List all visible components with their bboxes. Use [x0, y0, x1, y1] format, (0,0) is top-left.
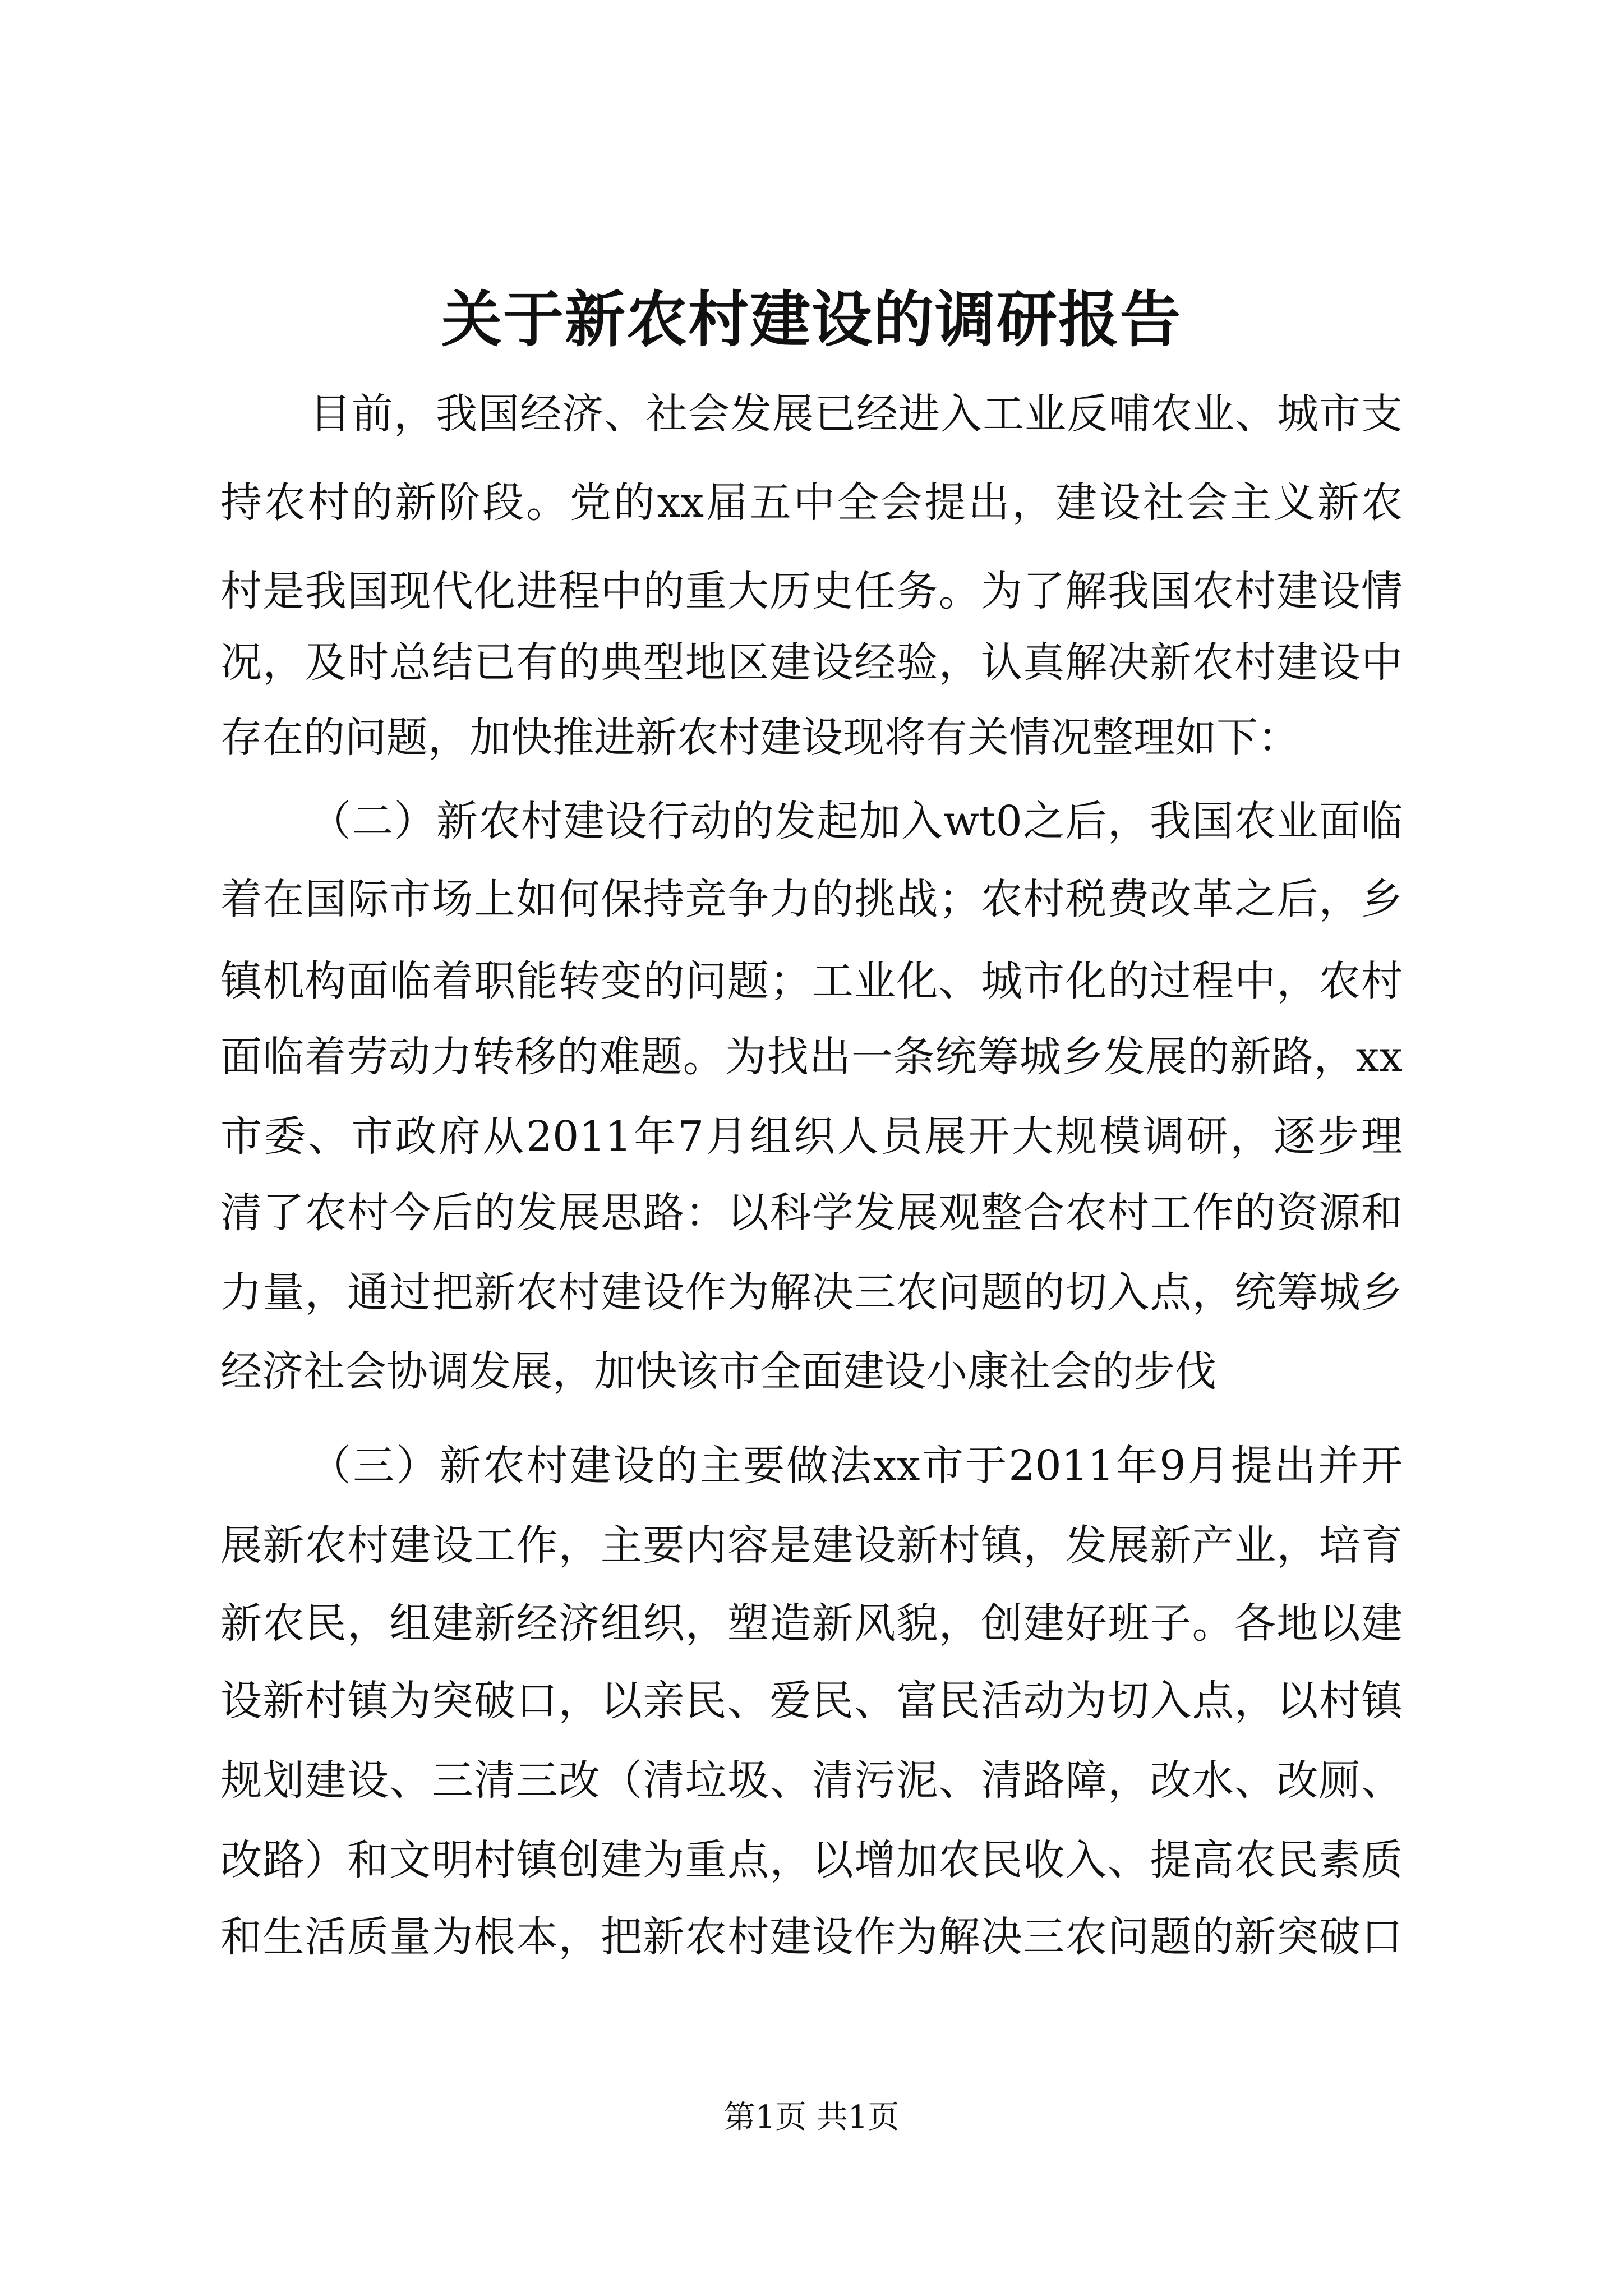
document-page: 关于新农村建设的调研报告 目前，我国经济、社会发展已经进入工业反哺农业、城市支 持农村的新阶段。党的xx届五中全会提出，建设社会主义新农 村是我国现代化进程中的重大历史任务。为了解我国农村建设情 况，及时总结已有的典型地区建设经验，认真解决新农村建设中 存在的问题，加快推进新农村建设现将有关情况整理如下： （二）新农村建设行动的发起加入wt0之后，我国农业面临 着在国际市场上如何保持竞争力的挑战；农村税费改革之后，乡 镇机构面临着职能转变的问题；工业化、城市化的过程中，农村 面临着劳动力转移的难题。为找出一条统筹城乡发展的新路，xx 市委、市政府从2011年7月组织人员展开大规模调研，逐步理 清了农村今后的发展思路：以科学发展观整合农村工作的资源和 力量，通过把新农村建设作为解决三农问题的切入点，统筹城乡 经济社会协调发展，加快该市全面建设小康社会的步伐 （三）新农村建设的主要做法xx市于2011年9月提出并开 展新农村建设工作，主要内容是建设新村镇，发展新产业，培育 新农民，组建新经济组织，塑造新风貌，创建好班子。各地以建 设新村镇为突破口，以亲民、爱民、富民活动为切入点，以村镇 规划建设、三清三改（清垃圾、清污泥、清路障，改水、改厕、 改路）和文明村镇创建为重点，以增加农民收入、提高农民素质 和生活质量为根本，把新农村建设作为解决三农问题的新突破口 第1页 共1页 — [0, 0, 1623, 2296]
document-title: 关于新农村建设的调研报告 — [441, 284, 1182, 355]
page-number-footer: 第1页 共1页 — [723, 2099, 900, 2136]
